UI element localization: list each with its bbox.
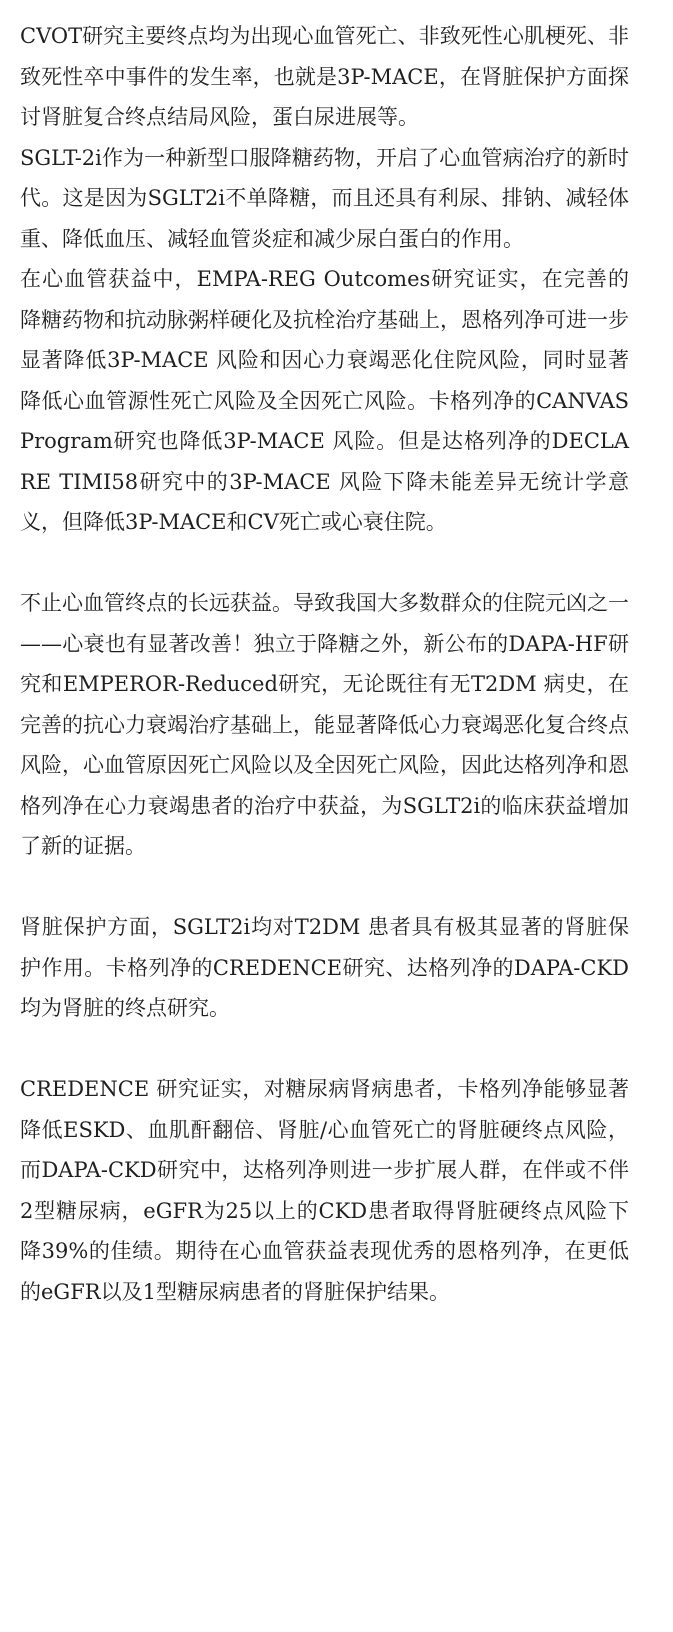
paragraph-spacer xyxy=(20,867,629,908)
paragraph-heart-failure: 不止心血管终点的长远获益。导致我国大多数群众的住院元凶之一——心衰也有显著改善！独立于降糖之外，新公布的DAPA-HF研究和EMPEROR-Reduced研究，无论既往有无T2DM 病史，在完善的抗心力衰竭治疗基础上，能显著降低心力衰竭恶化复合终点风险，心血管原因死亡风险以及全因死亡风险，因此达格列净和恩格列净在心力衰竭患者的治疗中获益，为SGLT2i的临床获益增加了新的证据。 xyxy=(20,591,629,858)
paragraph-sglt2i-intro: SGLT-2i作为一种新型口服降糖药物，开启了心血管病治疗的新时代。这是因为SGLT2i不单降糖，而且还具有利尿、排钠、减轻体重、降低血压、减轻血管炎症和减少尿白蛋白的作用。 xyxy=(20,145,629,251)
paragraph-cvot-endpoints: CVOT研究主要终点均为出现心血管死亡、非致死性心肌梗死、非致死性卒中事件的发生率，也就是3P-MACE，在肾脏保护方面探讨肾脏复合终点结局风险，蛋白尿进展等。 xyxy=(20,24,629,129)
paragraph-cardiovascular-benefit: 在心血管获益中，EMPA-REG Outcomes研究证实，在完善的降糖药物和抗动脉粥样硬化及抗栓治疗基础上，恩格列净可进一步显著降低3P-MACE 风险和因心力衰竭恶化住院风险，同时显著降低心血管源性死亡风险及全因死亡风险。卡格列净的CANVAS Program研究也降低3P-MACE 风险。但是达格列净的DECLARE TIMI58研究中的3P-MACE 风险下降未能差异无统计学意义，但降低3P-MACE和CV死亡或心衰住院。 xyxy=(20,267,629,534)
paragraph-renal-protection: 肾脏保护方面，SGLT2i均对T2DM 患者具有极其显著的肾脏保护作用。卡格列净的CREDENCE研究、达格列净的DAPA-CKD均为肾脏的终点研究。 xyxy=(20,915,629,1020)
paragraph-credence-study: CREDENCE 研究证实，对糖尿病肾病患者，卡格列净能够显著降低ESKD、血肌酐翻倍、肾脏/心血管死亡的肾脏硬终点风险，而DAPA-CKD研究中，达格列净则进一步扩展人群，在伴或不伴2型糖尿病，eGFR为25以上的CKD患者取得肾脏硬终点风险下降39%的佳绩。期待在心血管获益表现优秀的恩格列净，在更低的eGFR以及1型糖尿病患者的肾脏保护结果。 xyxy=(20,1077,629,1304)
paragraph-spacer xyxy=(20,543,629,584)
paragraph-spacer xyxy=(20,1029,629,1070)
